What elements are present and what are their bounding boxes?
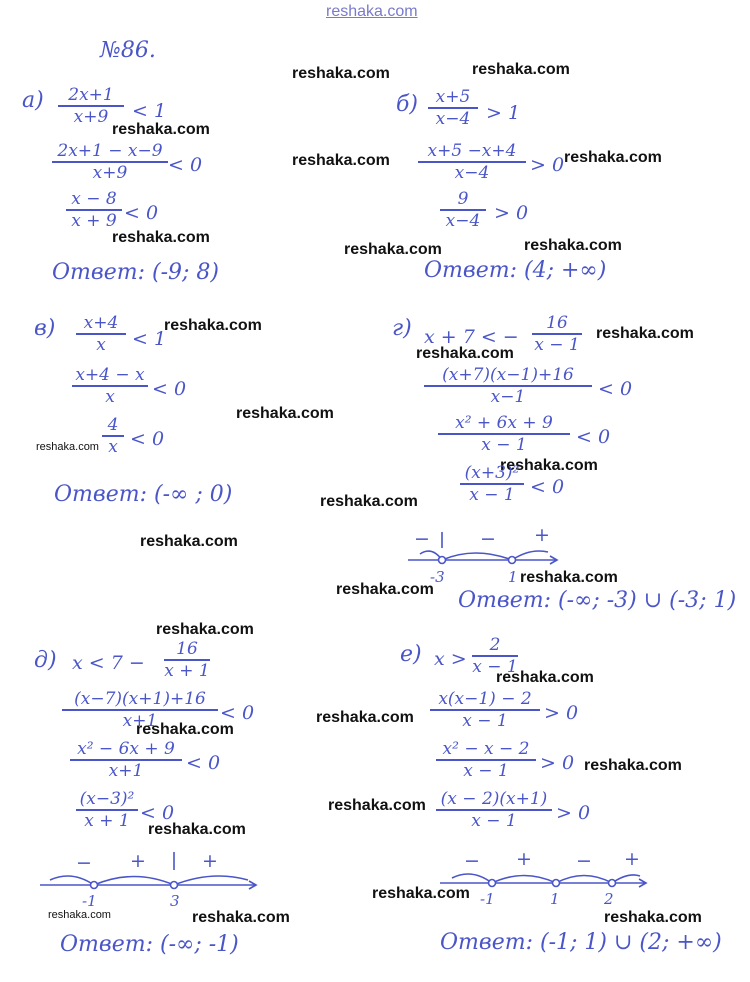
watermark: reshaka.com bbox=[520, 569, 618, 586]
numerator: (x+7)(x−1)+16 bbox=[442, 365, 574, 385]
relation: > 0 bbox=[556, 802, 591, 824]
part-b-label: б) bbox=[396, 92, 419, 117]
relation: < 0 bbox=[130, 428, 165, 450]
watermark: reshaka.com bbox=[564, 149, 662, 166]
relation: < 0 bbox=[186, 752, 221, 774]
watermark: reshaka.com bbox=[112, 121, 210, 138]
sign-minus: − bbox=[414, 528, 430, 550]
watermark: reshaka.com bbox=[524, 237, 622, 254]
sign-plus: + bbox=[534, 524, 550, 546]
part-e-line-1: x > bbox=[434, 648, 467, 670]
relation: > 0 bbox=[540, 752, 575, 774]
point-label: 1 bbox=[550, 890, 560, 908]
denominator: x+1 bbox=[122, 710, 158, 731]
watermark: reshaka.com bbox=[156, 621, 254, 638]
sign-minus: − bbox=[576, 850, 592, 872]
sign-plus: + bbox=[624, 848, 640, 870]
watermark: reshaka.com bbox=[584, 757, 682, 774]
part-a-label: а) bbox=[22, 88, 44, 113]
numerator: x+4 − x bbox=[75, 365, 145, 385]
denominator: x − 1 bbox=[481, 434, 527, 455]
watermark: reshaka.com bbox=[192, 909, 290, 926]
watermark: reshaka.com bbox=[316, 709, 414, 726]
relation: > 0 bbox=[494, 202, 529, 224]
part-g-answer: Ответ: (-∞; -3) ∪ (-3; 1) bbox=[458, 588, 737, 613]
watermark: reshaka.com bbox=[140, 533, 238, 550]
numerator: x² − x − 2 bbox=[442, 739, 530, 759]
denominator: x − 1 bbox=[462, 710, 508, 731]
relation: < 0 bbox=[576, 426, 611, 448]
relation: > 1 bbox=[486, 102, 521, 124]
part-d-line-1: x < 7 − bbox=[72, 652, 145, 674]
denominator: x + 1 bbox=[164, 660, 210, 681]
watermark: reshaka.com bbox=[48, 909, 111, 921]
relation: < 1 bbox=[132, 100, 167, 122]
denominator: x + 1 bbox=[84, 810, 130, 831]
watermark: reshaka.com bbox=[344, 241, 442, 258]
sign-plus: + bbox=[202, 850, 218, 872]
part-e-answer: Ответ: (-1; 1) ∪ (2; +∞) bbox=[440, 930, 722, 955]
point-label: 3 bbox=[170, 892, 180, 910]
denominator: x − 1 bbox=[469, 484, 515, 505]
denominator: x−4 bbox=[445, 210, 481, 231]
denominator: x bbox=[96, 334, 106, 355]
relation: < 0 bbox=[530, 476, 565, 498]
point-label: 1 bbox=[508, 568, 518, 586]
sign-minus: − bbox=[480, 528, 496, 550]
denominator: x bbox=[105, 386, 115, 407]
watermark: reshaka.com bbox=[372, 885, 470, 902]
watermark: reshaka.com bbox=[112, 229, 210, 246]
relation: < 0 bbox=[220, 702, 255, 724]
part-g-label: г) bbox=[392, 316, 412, 341]
numerator: x+5 −x+4 bbox=[427, 141, 517, 161]
part-v-label: в) bbox=[34, 316, 56, 341]
problem-number: №86. bbox=[100, 38, 156, 63]
sign-minus: − bbox=[464, 850, 480, 872]
point-marker bbox=[439, 557, 446, 564]
denominator: x−4 bbox=[435, 108, 471, 129]
point-marker bbox=[489, 880, 496, 887]
numerator: x² − 6x + 9 bbox=[77, 739, 175, 759]
numerator: (x−7)(x+1)+16 bbox=[74, 689, 206, 709]
numerator: (x+3)² bbox=[464, 463, 520, 483]
relation: < 0 bbox=[140, 802, 175, 824]
denominator: x bbox=[108, 436, 118, 457]
watermark: reshaka.com bbox=[472, 61, 570, 78]
denominator: x − 1 bbox=[472, 656, 518, 677]
denominator: x − 1 bbox=[471, 810, 517, 831]
denominator: x − 1 bbox=[463, 760, 509, 781]
point-label: -1 bbox=[480, 890, 495, 908]
point-label: 2 bbox=[604, 890, 614, 908]
watermark: reshaka.com bbox=[328, 797, 426, 814]
part-d-label: д) bbox=[34, 648, 57, 673]
relation: < 1 bbox=[132, 328, 167, 350]
watermark: reshaka.com bbox=[236, 405, 334, 422]
watermark: reshaka.com bbox=[136, 721, 234, 738]
numerator: (x − 2)(x+1) bbox=[440, 789, 548, 809]
watermark: reshaka.com bbox=[320, 493, 418, 510]
relation: < 0 bbox=[124, 202, 159, 224]
denominator: x+9 bbox=[73, 106, 109, 127]
point-marker bbox=[609, 880, 616, 887]
part-a-answer: Ответ: (-9; 8) bbox=[52, 260, 219, 285]
numerator: x − 8 bbox=[71, 189, 117, 209]
denominator: x + 9 bbox=[71, 210, 117, 231]
numerator: (x−3)² bbox=[79, 789, 135, 809]
point-marker bbox=[553, 880, 560, 887]
numerator: 16 bbox=[176, 639, 198, 659]
numerator: x(x−1) − 2 bbox=[438, 689, 532, 709]
watermark: reshaka.com bbox=[292, 65, 390, 82]
watermark: reshaka.com bbox=[596, 325, 694, 342]
numerator: x+5 bbox=[435, 87, 471, 107]
relation: < 0 bbox=[598, 378, 633, 400]
numerator: 2x+1 − x−9 bbox=[57, 141, 163, 161]
watermark: reshaka.com bbox=[416, 345, 514, 362]
part-g-line-1: x + 7 < − bbox=[424, 326, 519, 348]
part-e-label: е) bbox=[400, 642, 422, 667]
denominator: x − 1 bbox=[534, 334, 580, 355]
point-label: -3 bbox=[430, 568, 445, 586]
watermark: reshaka.com bbox=[36, 441, 99, 453]
site-link[interactable]: reshaka.com bbox=[326, 3, 418, 20]
denominator: x−1 bbox=[490, 386, 526, 407]
part-b-answer: Ответ: (4; +∞) bbox=[424, 258, 607, 283]
denominator: x−4 bbox=[454, 162, 490, 183]
watermark: reshaka.com bbox=[164, 317, 262, 334]
sign-plus: + bbox=[516, 848, 532, 870]
part-v-answer: Ответ: (-∞ ; 0) bbox=[54, 482, 233, 507]
numerator: 9 bbox=[457, 189, 469, 209]
watermark: reshaka.com bbox=[604, 909, 702, 926]
watermark: reshaka.com bbox=[496, 669, 594, 686]
watermark: reshaka.com bbox=[148, 821, 246, 838]
part-d-answer: Ответ: (-∞; -1) bbox=[60, 932, 239, 957]
numerator: x² + 6x + 9 bbox=[455, 413, 553, 433]
relation: > 0 bbox=[530, 154, 565, 176]
watermark: reshaka.com bbox=[292, 152, 390, 169]
sign-minus: − bbox=[76, 852, 92, 874]
numerator: x+4 bbox=[83, 313, 119, 333]
numerator: 2 bbox=[489, 635, 501, 655]
point-marker bbox=[509, 557, 516, 564]
relation: < 0 bbox=[152, 378, 187, 400]
point-marker bbox=[171, 882, 178, 889]
numerator: 4 bbox=[107, 415, 119, 435]
sign-plus: + bbox=[130, 850, 146, 872]
denominator: x+9 bbox=[92, 162, 128, 183]
point-label: -1 bbox=[82, 892, 97, 910]
relation: > 0 bbox=[544, 702, 579, 724]
watermark: reshaka.com bbox=[336, 581, 434, 598]
relation: < 0 bbox=[168, 154, 203, 176]
numerator: 2x+1 bbox=[68, 85, 114, 105]
point-marker bbox=[91, 882, 98, 889]
numerator: 16 bbox=[546, 313, 568, 333]
watermark: reshaka.com bbox=[500, 457, 598, 474]
denominator: x+1 bbox=[108, 760, 144, 781]
